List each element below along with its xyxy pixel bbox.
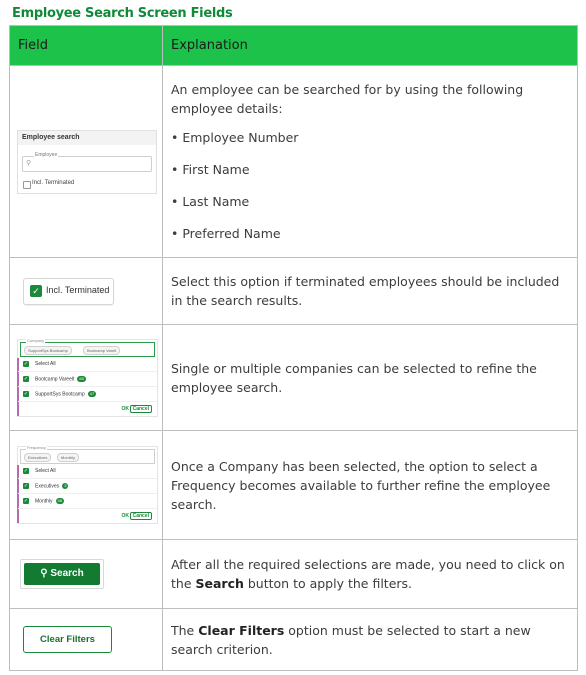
search-button-thumbnail: [20, 559, 104, 589]
company-select-label: Company: [27, 337, 45, 343]
thumbnail-header: Employee search: [18, 131, 156, 145]
magnifier-icon: ⚲: [26, 159, 32, 167]
frequency-item-label: Executives: [35, 483, 60, 490]
company-select-thumbnail: [20, 337, 155, 357]
incl-terminated-thumbnail: [23, 278, 114, 305]
table-row: [10, 258, 578, 325]
company-chip: SupportSys Bootcamp: [24, 346, 72, 355]
table-row: [10, 609, 578, 671]
checkbox-label: Incl. Terminated: [32, 179, 75, 186]
count-badge: 47: [89, 390, 95, 396]
company-chip: Bootcamp Varelt: [83, 346, 120, 355]
company-item-label: SupportSys Bootcamp: [35, 390, 85, 397]
count-badge: 65: [79, 375, 84, 381]
ok-button-thumbnail: OK: [121, 513, 129, 519]
section-title: Employee Search Screen Fields: [12, 6, 233, 21]
field-cell: [10, 540, 163, 609]
magnifier-icon: ⚲: [40, 568, 48, 579]
explanation-text: Single or multiple companies can be selected to refine the employee search.: [171, 360, 537, 395]
table-row: [10, 325, 578, 431]
list-item: [18, 494, 157, 509]
explanation-text: Select this option if terminated employees should be included in the search results.: [171, 274, 560, 308]
header-explanation: Explanation: [163, 26, 578, 66]
list-item: [18, 387, 157, 402]
checkbox-icon: [23, 181, 31, 189]
checkmark-icon: ✓: [23, 375, 29, 382]
header-field: Field: [10, 26, 163, 66]
explanation-cell: [163, 431, 578, 540]
explanation-cell: [163, 258, 578, 325]
employee-search-thumbnail: [17, 130, 157, 194]
bullet-item: • First Name: [171, 162, 250, 177]
explanation-text: The: [171, 622, 199, 638]
explanation-bold: Clear Filters: [198, 622, 285, 638]
bullet-item: • Employee Number: [171, 130, 299, 145]
checkmark-icon: ✓: [23, 390, 29, 397]
explanation-text: Once a Company has been selected, the option to select a Frequency becomes available to further refine the employee search.: [171, 458, 551, 512]
frequency-item-label: Monthly: [35, 498, 53, 505]
checkmark-icon: ✓: [23, 498, 29, 504]
employee-field-label: Employee: [35, 151, 58, 158]
explanation-cell: [163, 325, 578, 431]
count-badge: 3: [64, 483, 67, 488]
checkmark-icon: ✓: [30, 285, 42, 297]
select-all-label: Select All: [35, 468, 56, 474]
frequency-dropdown-thumbnail: [17, 446, 158, 524]
dropdown-footer: [18, 402, 157, 416]
frequency-chip: Monthly: [57, 453, 79, 462]
table-row: [10, 66, 578, 258]
checkmark-icon: ✓: [23, 360, 29, 367]
count-badge: 58: [57, 498, 62, 503]
explanation-text: button to apply the filters.: [243, 576, 413, 591]
field-cell: [10, 431, 163, 540]
list-item: [18, 464, 157, 479]
bullet-item: • Last Name: [171, 194, 250, 209]
frequency-chip: Executives: [24, 453, 51, 462]
table-row: [10, 431, 578, 540]
clear-filters-thumbnail: Clear Filters: [23, 626, 112, 653]
field-cell: [10, 258, 163, 325]
field-cell: [10, 325, 163, 431]
field-cell: [10, 609, 163, 671]
frequency-select-label: Frequency: [27, 445, 46, 450]
fields-table: [9, 25, 578, 671]
list-item: [18, 372, 157, 387]
list-item: [18, 479, 157, 494]
explanation-bold: Search: [195, 576, 244, 591]
select-all-label: Select All: [35, 360, 56, 367]
explanation-text: option must be selected to start a new search criterion.: [171, 622, 531, 657]
explanation-cell: [163, 66, 578, 258]
explanation-cell: [163, 540, 578, 609]
table-header-row: [10, 26, 578, 66]
search-label: Search: [50, 568, 84, 579]
explanation-intro: An employee can be searched for by using the following employee details:: [171, 82, 524, 116]
field-cell: [10, 66, 163, 258]
frequency-select-thumbnail: [20, 445, 155, 464]
list-item: [18, 357, 157, 372]
cancel-button-thumbnail: Cancel: [130, 512, 152, 520]
explanation-cell: [163, 609, 578, 671]
incl-terminated-label: Incl. Terminated: [46, 284, 110, 295]
checkmark-icon: ✓: [23, 483, 29, 489]
table-row: [10, 540, 578, 609]
dropdown-footer: [18, 509, 157, 523]
company-item-label: Bootcamp Vareelt: [35, 375, 75, 382]
employee-field-thumbnail: [22, 156, 152, 172]
ok-button-thumbnail: OK: [121, 405, 129, 412]
company-dropdown-thumbnail: [17, 339, 158, 417]
cancel-button-thumbnail: Cancel: [130, 405, 152, 413]
bullet-item: • Preferred Name: [171, 226, 281, 241]
explanation-text: After all the required selections are made, you need to click on the: [171, 557, 565, 591]
checkmark-icon: ✓: [23, 468, 29, 474]
